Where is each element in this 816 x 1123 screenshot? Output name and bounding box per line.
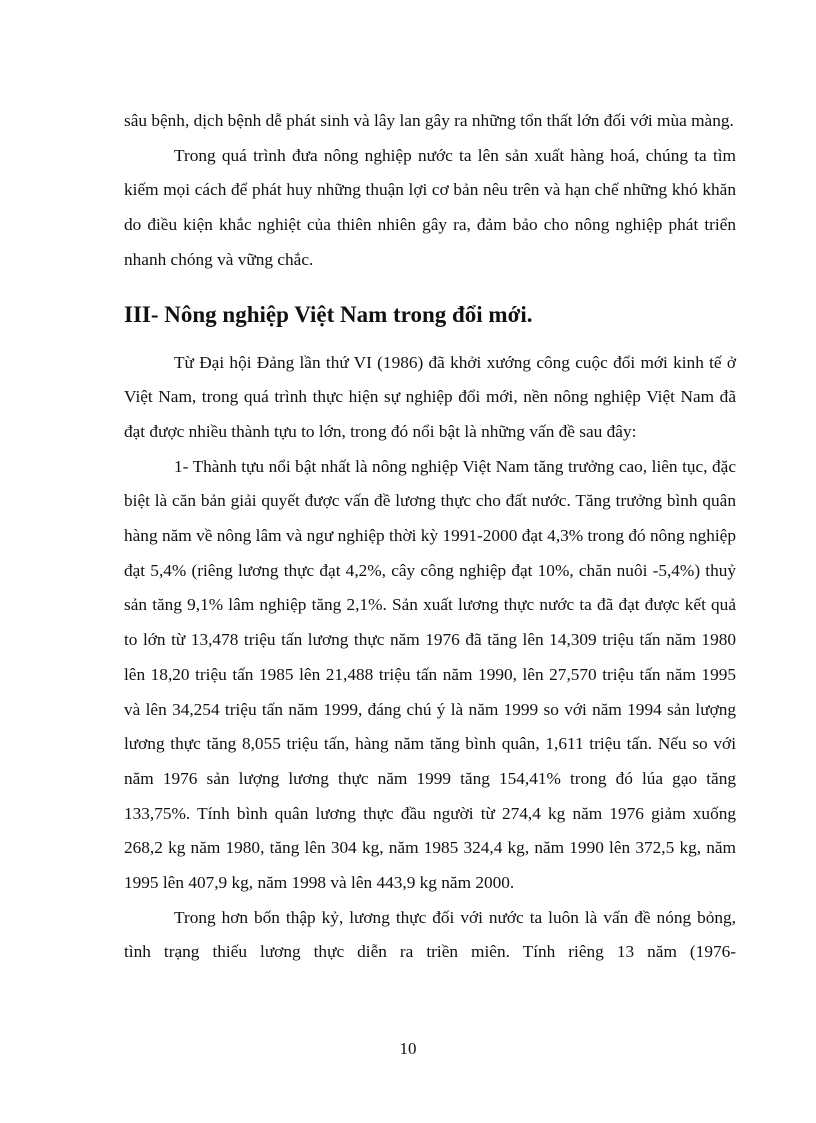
paragraph-commodity-production: Trong quá trình đưa nông nghiệp nước ta lên sản xuất hàng hoá, chúng ta tìm kiếm mọi cách để phát huy những thuận lợi cơ bản nêu trên và hạn chế những khó khăn do điều kiện khắc nghiệt của thiên nhiên gây ra, đảm bảo cho nông nghiệp phát triển nhanh chóng và vững chắc. — [124, 145, 736, 269]
paragraph-doi-moi-intro: Từ Đại hội Đảng lần thứ VI (1986) đã khởi xướng công cuộc đổi mới kinh tế ở Việt Nam, trong quá trình thực hiện sự nghiệp đổi mới, nền nông nghiệp Việt Nam đã đạt được nhiều thành tựu to lớn, trong đó nổi bật là những vấn đề sau đây: — [124, 352, 736, 441]
paragraph-pest-damage: sâu bệnh, dịch bệnh dễ phát sinh và lây lan gây ra những tổn thất lớn đối với mùa màng. — [124, 111, 734, 130]
page-body — [124, 104, 736, 970]
page-number: 10 — [399, 1039, 417, 1058]
paragraph-food-shortage: Trong hơn bốn thập kỷ, lương thực đối với nước ta luôn là vấn đề nóng bỏng, tình trạng thiếu lương thực diễn ra triền miên. Tính riêng 13 năm (1976- — [124, 907, 736, 962]
section-heading: III- Nông nghiệp Việt Nam trong đổi mới. — [124, 301, 533, 327]
paragraph-achievement-1: 1- Thành tựu nổi bật nhất là nông nghiệp Việt Nam tăng trưởng cao, liên tục, đặc biệt là căn bản giải quyết được vấn đề lương thực cho đất nước. Tăng trưởng bình quân hàng năm về nông lâm và ngư nghiệp thời kỳ 1991-2000 đạt 4,3% trong đó nông nghiệp đạt 5,4% (riêng lương thực đạt 4,2%, cây công nghiệp đạt 10%, chăn nuôi -5,4%) thuỷ sản tăng 9,1% lâm nghiệp tăng 2,1%. Sản xuất lương thực nước ta đã đạt được kết quả to lớn từ 13,478 triệu tấn lương thực năm 1976 đã tăng lên 14,309 triệu tấn năm 1980 lên 18,20 triệu tấn 1985 lên 21,488 triệu tấn năm 1990, lên 27,570 triệu tấn năm 1995 và lên 34,254 triệu tấn năm 1999, đáng chú ý là năm 1999 so với năm 1994 sản lượng lương thực tăng 8,055 triệu tấn, hàng năm tăng bình quân, 1,611 triệu tấn. Nếu so với năm 1976 sản lượng lương thực năm 1999 tăng 154,41% trong đó lúa gạo tăng 133,75%. Tính bình quân lương thực đầu người từ 274,4 kg năm 1976 giảm xuống 268,2 kg năm 1980, tăng lên 304 kg, năm 1985 324,4 kg, năm 1990 lên 372,5 kg, năm 1995 lên 407,9 kg, năm 1998 và lên 443,9 kg năm 2000. — [124, 456, 736, 893]
